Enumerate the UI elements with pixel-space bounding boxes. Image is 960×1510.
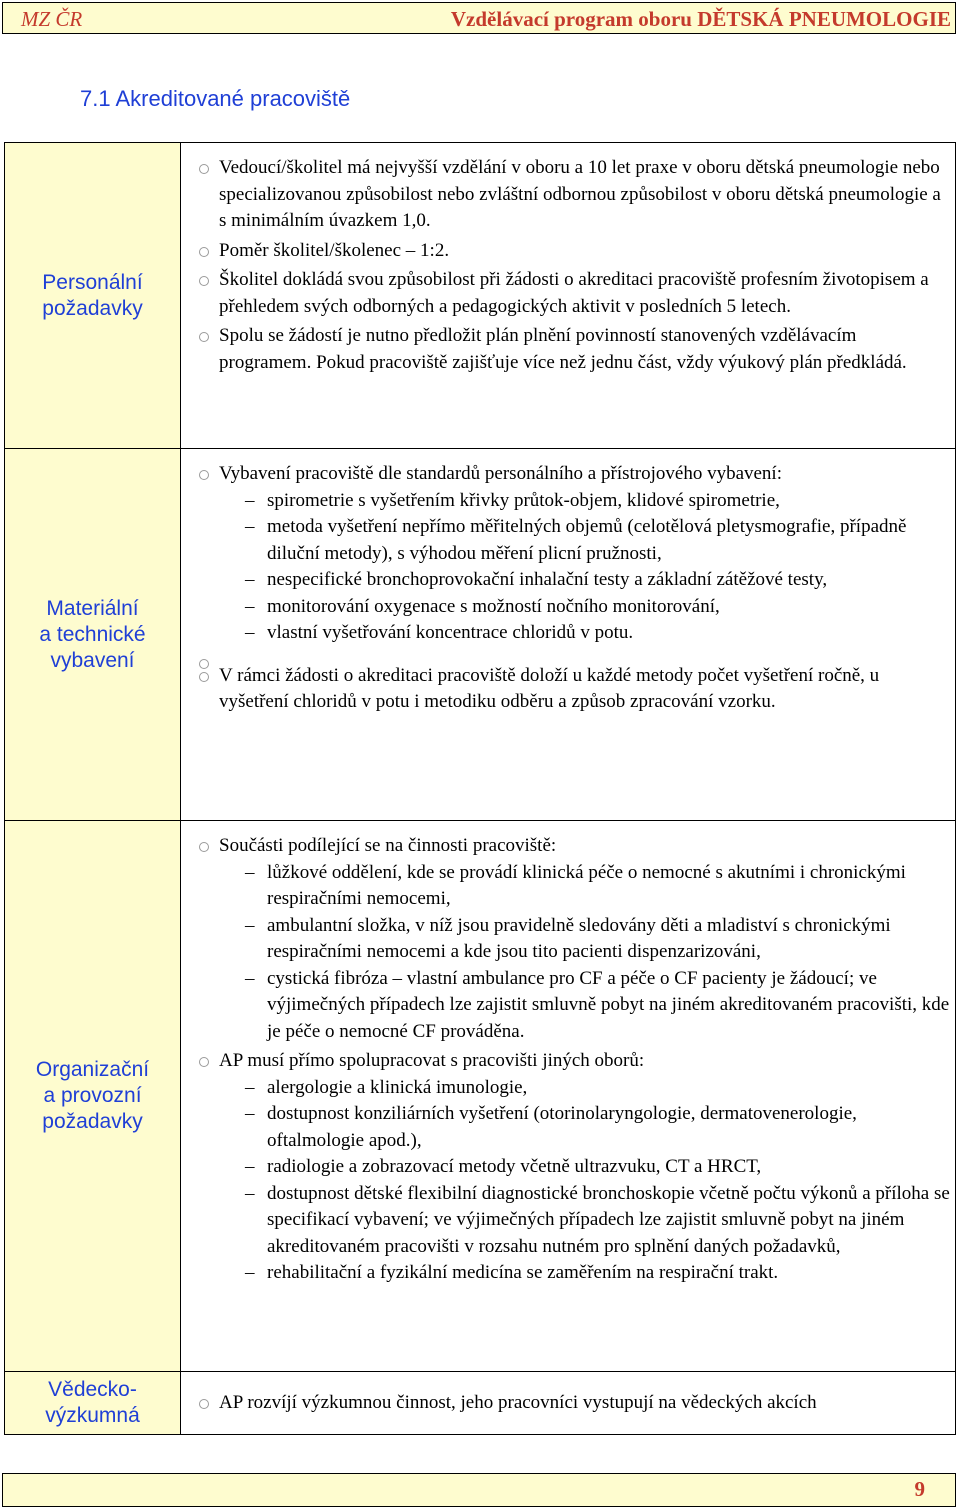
bullet-list [195, 1390, 951, 1417]
list-item: – cystická fibróza – vlastní ambulance pro CF a péče o CF pacienty je žádoucí; ve výjimečných případech lze zajistit smluvně pobyt na jiném akreditovaném pracovišti, kde je péče o nemocné CF prováděna. [195, 966, 951, 1046]
row-label-personal: Personální požadavky [5, 143, 181, 449]
list-item: – lůžkové oddělení, kde se provádí klinická péče o nemocné s akutními i chronickými respiračními nemocemi, [195, 860, 951, 913]
list-item: – ambulantní složka, v níž jsou pravidelně sledovány děti a mladiství s chronickými respiračními nemocemi a kde jsou tito pacienti dispenzarizováni, [195, 913, 951, 966]
list-item: Vedoucí/školitel má nejvyšší vzdělání v oboru a 10 let praxe v oboru dětská pneumologie nebo specializovanou způsobilost nebo zvláštní odbornou způsobilost v oboru dětská pneumologie a s minimálním úvazkem 1,0. [195, 155, 951, 235]
page-header [2, 2, 956, 34]
row-label-material: Materiální a technické vybavení [5, 449, 181, 821]
page-footer [2, 1473, 956, 1507]
header-program-title: Vzdělávací program oboru DĚTSKÁ PNEUMOLOGIE [450, 7, 951, 31]
dash-list [195, 860, 951, 1046]
list-item: – dostupnost konziliárních vyšetření (otorinolaryngologie, dermatovenerologie, oftalmologie apod.), [195, 1101, 951, 1154]
header-ministry: MZ ČR [21, 7, 83, 31]
list-item: – spirometrie s vyšetřením křivky průtok-objem, klidové spirometrie, [195, 488, 951, 515]
table-row [5, 1372, 956, 1435]
section-title: 7.1 Akreditované pracoviště [80, 86, 351, 111]
dash-list [195, 488, 951, 647]
table-row [5, 449, 956, 821]
requirements-table [4, 142, 956, 1435]
table-row [5, 821, 956, 1372]
list-item: Školitel dokládá svou způsobilost při žádosti o akreditaci pracoviště profesním životopisem a přehledem svých odborných a pedagogických aktivit v posledních 5 letech. [195, 267, 951, 320]
list-item: – monitorování oxygenace s možností nočního monitorování, [195, 594, 951, 621]
bullet-list [195, 155, 951, 376]
list-item: Poměr školitel/školenec – 1:2. [195, 238, 951, 265]
list-item: AP musí přímo spolupracovat s pracovišti jiných oborů: – alergologie a klinická imunologie, – dostupnost konziliárních vyšetření (otorinolaryngologie, dermatovenerologie, oftalmologie apod.), – radiologie a zobrazovací metody včetně ultrazvuku, CT a HRCT, – dostupnost dětské flexibilní diagnostické bronchoskopie včetně počtu výkonů a příloha se specifikací vybavení; ve výjimečných případech lze zajistit smluvně pobyt na jiném akreditovaném pracovišti v rozsahu nutném pro splnění daných požadavků, – rehabilitační a fyzikální medicína se zaměřením na respirační trakt. [195, 1048, 951, 1287]
row-content-material [181, 449, 956, 821]
table-row [5, 143, 956, 449]
row-label-research: Vědecko- výzkumná [5, 1372, 181, 1435]
bullet-list [195, 833, 951, 1287]
list-item: – nespecifické bronchoprovokační inhalační testy a základní zátěžové testy, [195, 567, 951, 594]
row-content-organizational [181, 821, 956, 1372]
spacer [195, 650, 951, 660]
bullet-list [195, 461, 951, 716]
row-label-organizational: Organizační a provozní požadavky [5, 821, 181, 1372]
list-item: – vlastní vyšetřování koncentrace chloridů v potu. [195, 620, 951, 647]
list-item: V rámci žádosti o akreditaci pracoviště doloží u každé metody počet vyšetření ročně, u vyšetření chloridů v potu i metodiku odběru a způsob zpracování vzorku. [195, 663, 951, 716]
dash-list [195, 1075, 951, 1287]
list-item: – dostupnost dětské flexibilní diagnostické bronchoskopie včetně počtu výkonů a příloha se specifikací vybavení; ve výjimečných případech lze zajistit smluvně pobyt na jiném akreditovaném pracovišti v rozsahu nutném pro splnění daných požadavků, [195, 1181, 951, 1261]
list-item: Vybavení pracoviště dle standardů personálního a přístrojového vybavení: – spirometrie s vyšetřením křivky průtok-objem, klidové spirometrie, – metoda vyšetření nepřímo měřitelných objemů (celotělová pletysmografie, případně diluční metody), s výhodou měření plicní pružnosti, – nespecifické bronchoprovokační inhalační testy a základní zátěžové testy, – monitorování oxygenace s možností nočního monitorování, – vlastní vyšetřování koncentrace chloridů v potu. [195, 461, 951, 647]
page-number: 9 [914, 1477, 925, 1501]
row-content-personal [181, 143, 956, 449]
list-item: – alergologie a klinická imunologie, [195, 1075, 951, 1102]
list-item: Součásti podílející se na činnosti pracoviště: – lůžkové oddělení, kde se provádí klinická péče o nemocné s akutními i chronickými respiračními nemocemi, – ambulantní složka, v níž jsou pravidelně sledovány děti a mladiství s chronickými respiračními nemocemi a kde jsou tito pacienti dispenzarizováni, – cystická fibróza – vlastní ambulance pro CF a péče o CF pacienty je žádoucí; ve výjimečných případech lze zajistit smluvně pobyt na jiném akreditovaném pracovišti, kde je péče o nemocné CF prováděna. [195, 833, 951, 1045]
list-item: AP rozvíjí výzkumnou činnost, jeho pracovníci vystupují na vědeckých akcích [195, 1390, 951, 1417]
row-content-research [181, 1372, 956, 1435]
list-item: – radiologie a zobrazovací metody včetně ultrazvuku, CT a HRCT, [195, 1154, 951, 1181]
list-item: Spolu se žádostí je nutno předložit plán plnění povinností stanovených vzdělávacím programem. Pokud pracoviště zajišťuje více než jednu část, vždy výukový plán předkládá. [195, 323, 951, 376]
list-item: – metoda vyšetření nepřímo měřitelných objemů (celotělová pletysmografie, případně diluční metody), s výhodou měření plicní pružnosti, [195, 514, 951, 567]
list-item: – rehabilitační a fyzikální medicína se zaměřením na respirační trakt. [195, 1260, 951, 1287]
